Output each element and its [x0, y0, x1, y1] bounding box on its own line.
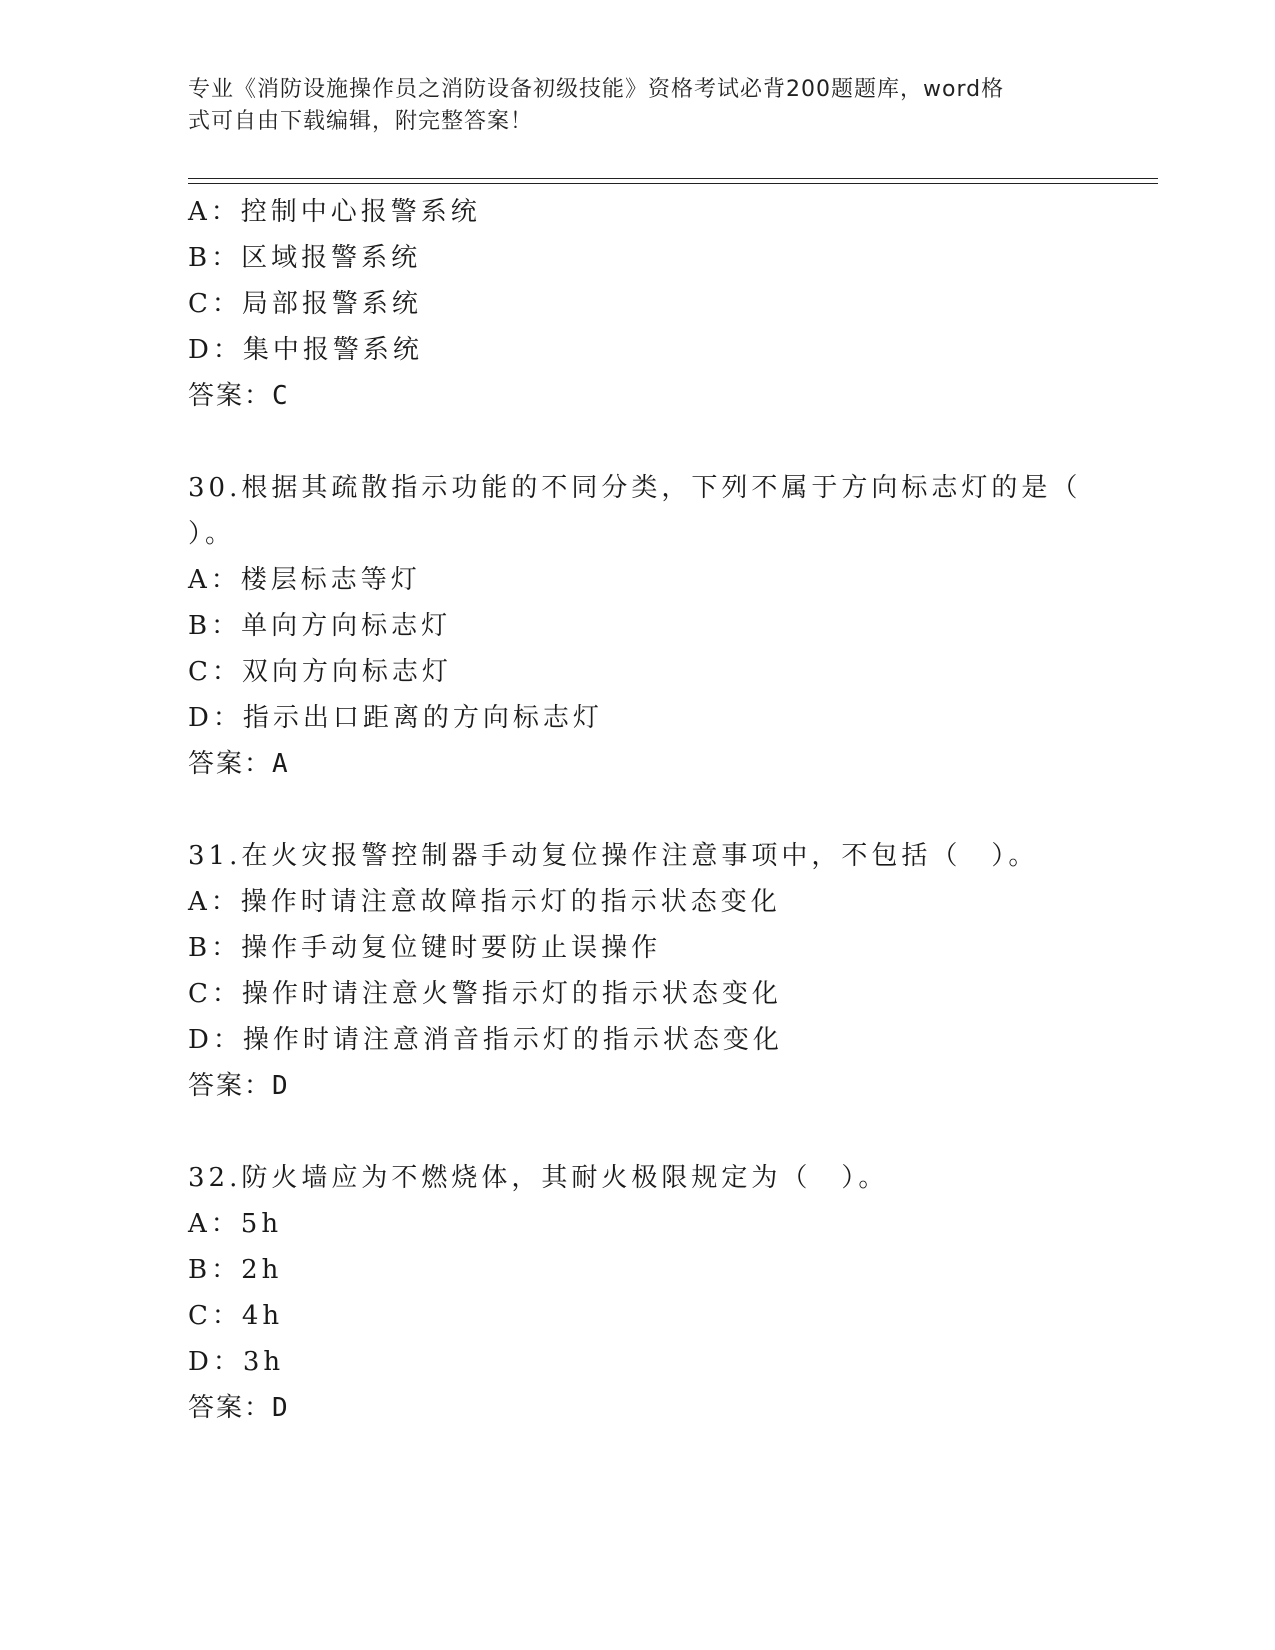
question-text: 30.根据其疏散指示功能的不同分类，下列不属于方向标志灯的是（ — [188, 473, 1082, 503]
question-text-continued: ）。 — [188, 519, 236, 549]
answer-value: A — [272, 749, 290, 779]
answer-label: 答案： — [188, 1071, 273, 1101]
option-a: A：5h — [188, 1209, 283, 1239]
document-header — [188, 74, 1088, 138]
question-block-29 — [188, 189, 1168, 419]
option-a: A：操作时请注意故障指示灯的指示状态变化 — [188, 887, 781, 917]
option-d: D：集中报警系统 — [188, 335, 423, 365]
answer-label: 答案： — [188, 1393, 273, 1423]
question-block-31 — [188, 833, 1168, 1109]
option-c: C：双向方向标志灯 — [188, 657, 452, 687]
header-divider-top — [188, 178, 1158, 179]
answer-value: D — [272, 1393, 290, 1423]
question-text: 31.在火灾报警控制器手动复位操作注意事项中，不包括（ ）。 — [188, 841, 1039, 871]
option-c: C：操作时请注意火警指示灯的指示状态变化 — [188, 979, 782, 1009]
option-b: B：区域报警系统 — [188, 243, 422, 273]
option-b: B：操作手动复位键时要防止误操作 — [188, 933, 662, 963]
option-c: C：4h — [188, 1301, 284, 1331]
header-line-2: 式可自由下载编辑，附完整答案！ — [188, 109, 534, 134]
question-list — [188, 189, 1168, 1431]
answer-value: D — [272, 1071, 290, 1101]
answer-value: C — [272, 381, 290, 411]
option-a: A：楼层标志等灯 — [188, 565, 421, 595]
question-block-32 — [188, 1155, 1168, 1431]
question-text: 32.防火墙应为不燃烧体，其耐火极限规定为（ ）。 — [188, 1163, 889, 1193]
answer-line — [188, 741, 1168, 787]
option-b: B：2h — [188, 1255, 283, 1285]
answer-line — [188, 1063, 1168, 1109]
answer-label: 答案： — [188, 381, 273, 411]
answer-line — [188, 1385, 1168, 1431]
option-c: C：局部报警系统 — [188, 289, 422, 319]
option-a: A：控制中心报警系统 — [188, 197, 481, 227]
option-b: B：单向方向标志灯 — [188, 611, 452, 641]
question-block-30 — [188, 465, 1168, 787]
spacer — [188, 1109, 1168, 1155]
option-d: D：3h — [188, 1347, 285, 1377]
header-line-1: 专业《消防设施操作员之消防设备初级技能》资格考试必背200题题库，word格 — [188, 77, 1005, 102]
answer-line — [188, 373, 1168, 419]
option-d: D：指示出口距离的方向标志灯 — [188, 703, 603, 733]
header-divider-bottom — [188, 183, 1158, 184]
spacer — [188, 419, 1168, 465]
option-d: D：操作时请注意消音指示灯的指示状态变化 — [188, 1025, 783, 1055]
answer-label: 答案： — [188, 749, 273, 779]
spacer — [188, 787, 1168, 833]
